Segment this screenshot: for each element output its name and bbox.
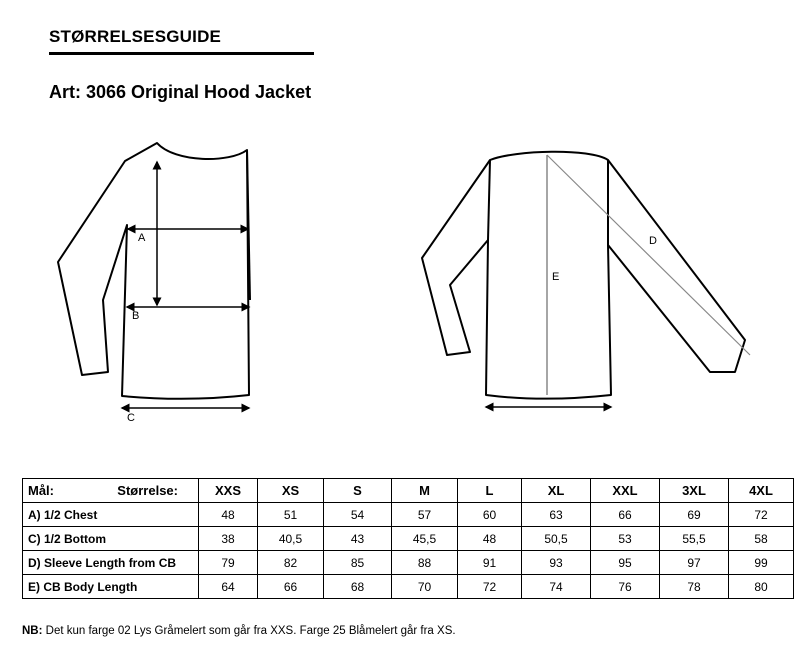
label-b: B bbox=[132, 310, 140, 322]
table-cell: 64 bbox=[199, 575, 258, 599]
front-view bbox=[58, 143, 250, 399]
size-col-xs: XS bbox=[258, 479, 324, 503]
table-cell: 48 bbox=[199, 503, 258, 527]
table-cell: 93 bbox=[522, 551, 591, 575]
table-row bbox=[23, 527, 794, 551]
table-cell: 66 bbox=[258, 575, 324, 599]
table-cell: 48 bbox=[458, 527, 522, 551]
size-header-row bbox=[23, 479, 794, 503]
table-cell: 72 bbox=[458, 575, 522, 599]
table-cell: 80 bbox=[729, 575, 794, 599]
footnote bbox=[22, 625, 456, 637]
table-row bbox=[23, 575, 794, 599]
table-cell: 63 bbox=[522, 503, 591, 527]
row-label: D) Sleeve Length from CB bbox=[23, 551, 199, 575]
row-label: E) CB Body Length bbox=[23, 575, 199, 599]
table-cell: 38 bbox=[199, 527, 258, 551]
size-col-xxs: XXS bbox=[199, 479, 258, 503]
size-table-corner bbox=[23, 479, 199, 503]
label-c: C bbox=[127, 412, 135, 424]
size-col-3xl: 3XL bbox=[660, 479, 729, 503]
footnote-prefix: NB: bbox=[22, 625, 43, 637]
table-row bbox=[23, 551, 794, 575]
table-cell: 99 bbox=[729, 551, 794, 575]
table-cell: 72 bbox=[729, 503, 794, 527]
label-a: A bbox=[138, 232, 146, 244]
table-cell: 43 bbox=[324, 527, 392, 551]
row-label: C) 1/2 Bottom bbox=[23, 527, 199, 551]
article-title: Art: 3066 Original Hood Jacket bbox=[49, 82, 312, 102]
measure-heading: Mål: bbox=[28, 483, 54, 498]
table-cell: 51 bbox=[258, 503, 324, 527]
table-cell: 66 bbox=[591, 503, 660, 527]
back-view bbox=[422, 152, 745, 399]
row-label: A) 1/2 Chest bbox=[23, 503, 199, 527]
size-col-4xl: 4XL bbox=[729, 479, 794, 503]
table-cell: 57 bbox=[392, 503, 458, 527]
table-cell: 88 bbox=[392, 551, 458, 575]
table-cell: 91 bbox=[458, 551, 522, 575]
size-col-m: M bbox=[392, 479, 458, 503]
title-underline bbox=[49, 52, 314, 55]
table-cell: 45,5 bbox=[392, 527, 458, 551]
table-cell: 60 bbox=[458, 503, 522, 527]
table-cell: 74 bbox=[522, 575, 591, 599]
table-cell: 53 bbox=[591, 527, 660, 551]
size-col-xxl: XXL bbox=[591, 479, 660, 503]
table-cell: 40,5 bbox=[258, 527, 324, 551]
table-cell: 95 bbox=[591, 551, 660, 575]
table-cell: 54 bbox=[324, 503, 392, 527]
table-cell: 58 bbox=[729, 527, 794, 551]
table-cell: 85 bbox=[324, 551, 392, 575]
size-col-s: S bbox=[324, 479, 392, 503]
table-cell: 70 bbox=[392, 575, 458, 599]
footnote-text: Det kun farge 02 Lys Gråmelert som går fra XXS. Farge 25 Blåmelert går fra XS. bbox=[42, 625, 456, 637]
table-cell: 69 bbox=[660, 503, 729, 527]
table-row bbox=[23, 503, 794, 527]
table-cell: 97 bbox=[660, 551, 729, 575]
table-cell: 68 bbox=[324, 575, 392, 599]
table-cell: 76 bbox=[591, 575, 660, 599]
size-heading: Størrelse: bbox=[117, 483, 178, 498]
size-col-l: L bbox=[458, 479, 522, 503]
table-cell: 78 bbox=[660, 575, 729, 599]
table-cell: 82 bbox=[258, 551, 324, 575]
size-table bbox=[22, 478, 794, 599]
table-cell: 50,5 bbox=[522, 527, 591, 551]
size-col-xl: XL bbox=[522, 479, 591, 503]
page-title: STØRRELSESGUIDE bbox=[49, 27, 222, 46]
label-e: E bbox=[552, 271, 560, 283]
table-cell: 79 bbox=[199, 551, 258, 575]
table-cell: 55,5 bbox=[660, 527, 729, 551]
garment-diagram bbox=[0, 130, 809, 430]
label-d: D bbox=[649, 235, 657, 247]
